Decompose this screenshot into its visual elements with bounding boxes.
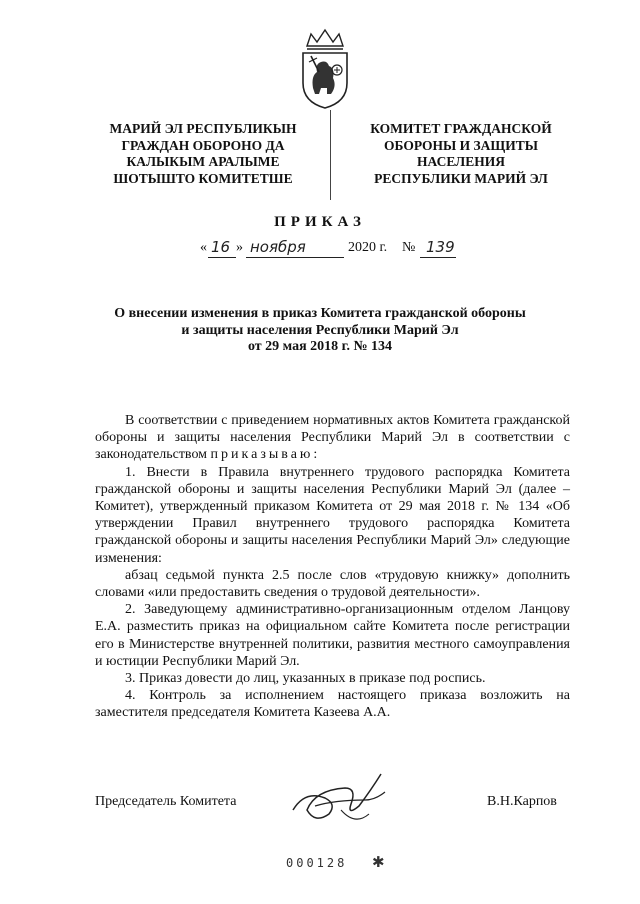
asterisk-star-icon: ✱ bbox=[372, 855, 385, 871]
header-right-block bbox=[356, 121, 566, 187]
signatory-position: Председатель Комитета bbox=[95, 794, 237, 809]
header-divider bbox=[330, 110, 331, 200]
order-body bbox=[95, 412, 570, 722]
intro-paragraph bbox=[95, 412, 570, 464]
serial-number: 000128 bbox=[286, 856, 348, 870]
subject-line: от 29 мая 2018 г. № 134 bbox=[247, 339, 393, 354]
date-day-underline bbox=[208, 257, 236, 258]
header-left-line: МАРИЙ ЭЛ РЕСПУБЛИКЫН bbox=[109, 121, 297, 136]
paragraph-1: 1. Внести в Правила внутреннего трудового распорядка Комитета гражданской обороны и защиты населения Республики Марий Эл (далее – Комитет), утвержденный приказом Комитета от 29 мая 2018 г. № 134 «Об утверждении Правил внутреннего трудового распорядка Комитета гражданской обороны и защиты населения Республики Марий Эл» следующие изменения: bbox=[95, 464, 570, 566]
order-number: 139 bbox=[426, 238, 455, 256]
header-right-line: ОБОРОНЫ И ЗАЩИТЫ bbox=[384, 137, 538, 153]
order-number-underline bbox=[420, 257, 456, 258]
subject-line: и защиты населения Республики Марий Эл bbox=[181, 322, 459, 338]
paragraph-2: 2. Заведующему административно-организационным отделом Ланцову Е.А. разместить приказ на официальном сайте Комитета после регистрации его в Министерстве внутренней политики, развития местного самоуправления и юстиции Республики Марий Эл. bbox=[95, 602, 570, 669]
date-month: ноября bbox=[250, 238, 306, 256]
intro-text: В соответствии с приведением нормативных актов Комитета гражданской обороны и защиты населения Республики Марий Эл в соответствии с законодательством bbox=[95, 413, 570, 463]
date-year: 2020 г. bbox=[348, 240, 388, 255]
paragraph-3: 3. Приказ довести до лиц, указанных в приказе под роспись. bbox=[125, 671, 486, 687]
header-left-line: КАЛЫКЫМ АРАЛЫМЕ bbox=[126, 154, 280, 169]
header-left-block bbox=[98, 121, 308, 187]
paragraph-1a: абзац седьмой пункта 2.5 после слов «трудовую книжку» дополнить словами «или предоставить сведения о трудовой деятельности». bbox=[95, 567, 570, 601]
subject-line: О внесении изменения в приказ Комитета гражданской обороны bbox=[114, 306, 526, 321]
header-right-line: КОМИТЕТ ГРАЖДАНСКОЙ bbox=[370, 121, 552, 136]
paragraph-4: 4. Контроль за исполнением настоящего приказа возложить на заместителя председателя Комитета Казеева А.А. bbox=[95, 688, 570, 721]
order-subject bbox=[0, 306, 640, 356]
order-word: приказываю: bbox=[210, 447, 321, 463]
header-left-line: ГРАЖДАН ОБОРОНО ДА bbox=[121, 137, 285, 153]
signatory-name: В.Н.Карпов bbox=[487, 794, 557, 809]
handwritten-signature bbox=[285, 770, 395, 830]
order-number-label: № bbox=[402, 240, 416, 255]
coat-of-arms-icon bbox=[297, 28, 353, 110]
date-open-quote: « bbox=[200, 240, 207, 255]
date-day: 16 bbox=[211, 238, 231, 256]
header-left-line: ШОТЫШТО КОМИТЕТШЕ bbox=[113, 170, 293, 186]
date-month-underline bbox=[246, 257, 344, 258]
order-title: ПРИКАЗ bbox=[274, 214, 366, 230]
header-right-line: НАСЕЛЕНИЯ bbox=[417, 154, 505, 169]
date-close-quote: » bbox=[236, 240, 243, 255]
header-right-line: РЕСПУБЛИКИ МАРИЙ ЭЛ bbox=[374, 170, 548, 186]
